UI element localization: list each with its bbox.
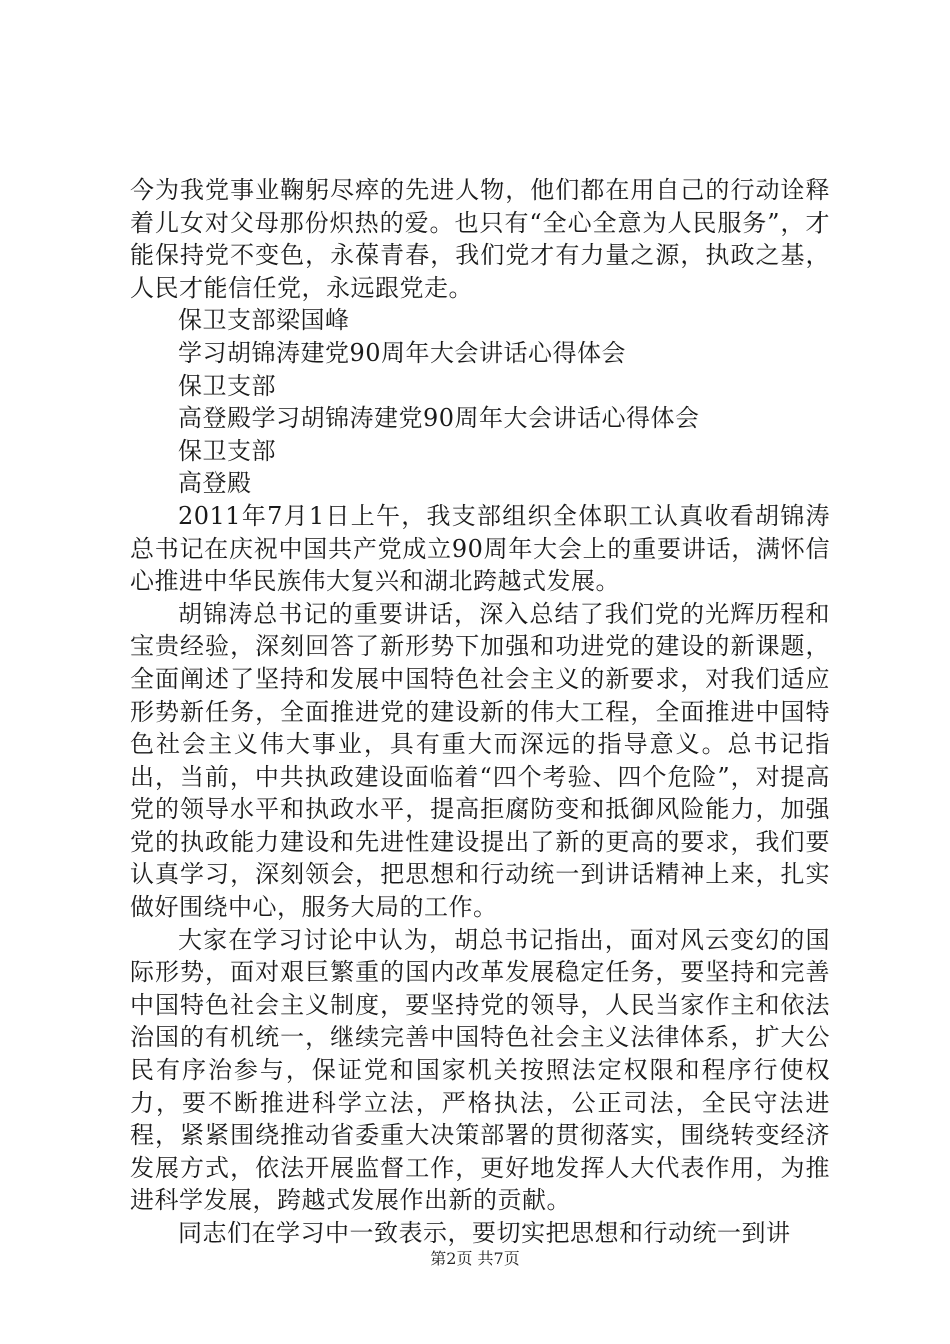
article-title: 高登殿学习胡锦涛建党90周年大会讲话心得体会 [178, 404, 700, 433]
department-line: 保卫支部 [178, 371, 276, 400]
body-paragraph: 大家在学习讨论中认为，胡总书记指出，面对风云变幻的国际形势，面对艰巨繁重的国内改革发展稳定任务，要坚持和完善中国特色社会主义制度，要坚持党的领导，人民当家作主和依法治国的有机统一，继续完善中国特色社会主义法律体系，扩大公民有序治参与，保证党和国家机关按照法定权限和程序行使权力，要不断推进科学立法，严格执法，公正司法，全民守法进程，紧紧围绕推动省委重大决策部署的贯彻落实，围绕转变经济发展方式，依法开展监督工作，更好地发挥人大代表作用，为推进科学发展，跨越式发展作出新的贡献。 [130, 925, 830, 1215]
page-number-footer: 第2页 共7页 [430, 1249, 520, 1268]
body-paragraph: 同志们在学习中一致表示，要切实把思想和行动统一到讲 [178, 1219, 791, 1247]
body-paragraph: 2011年7月1日上午，我支部组织全体职工认真收看胡锦涛总书记在庆祝中国共产党成立90周年大会上的重要讲话，满怀信心推进中华民族伟大复兴和湖北跨越式发展。 [130, 501, 830, 596]
body-paragraph: 胡锦涛总书记的重要讲话，深入总结了我们党的光辉历程和宝贵经验，深刻回答了新形势下加强和功进党的建设的新课题，全面阐述了坚持和发展中国特色社会主义的新要求，对我们适应形势新任务，全面推进党的建设新的伟大工程，全面推进中国特色社会主义伟大事业，具有重大而深远的指导意义。总书记指出，当前，中共执政建设面临着“四个考验、四个危险”，对提高党的领导水平和执政水平，提高拒腐防变和抵御风险能力，加强党的执政能力建设和先进性建设提出了新的更高的要求，我们要认真学习，深刻领会，把思想和行动统一到讲话精神上来，扎实做好围绕中心，服务大局的工作。 [130, 599, 830, 922]
body-paragraph: 今为我党事业鞠躬尽瘁的先进人物，他们都在用自己的行动诠释着儿女对父母那份炽热的爱。也只有“全心全意为人民服务”，才能保持党不变色，永葆青春，我们党才有力量之源，执政之基，人民才能信任党，永远跟党走。 [130, 176, 830, 302]
department-line: 保卫支部 [178, 436, 276, 465]
author-line: 保卫支部梁国峰 [178, 306, 350, 335]
author-line: 高登殿 [178, 469, 252, 498]
article-title: 学习胡锦涛建党90周年大会讲话心得体会 [178, 338, 627, 367]
document-body [130, 174, 830, 1250]
